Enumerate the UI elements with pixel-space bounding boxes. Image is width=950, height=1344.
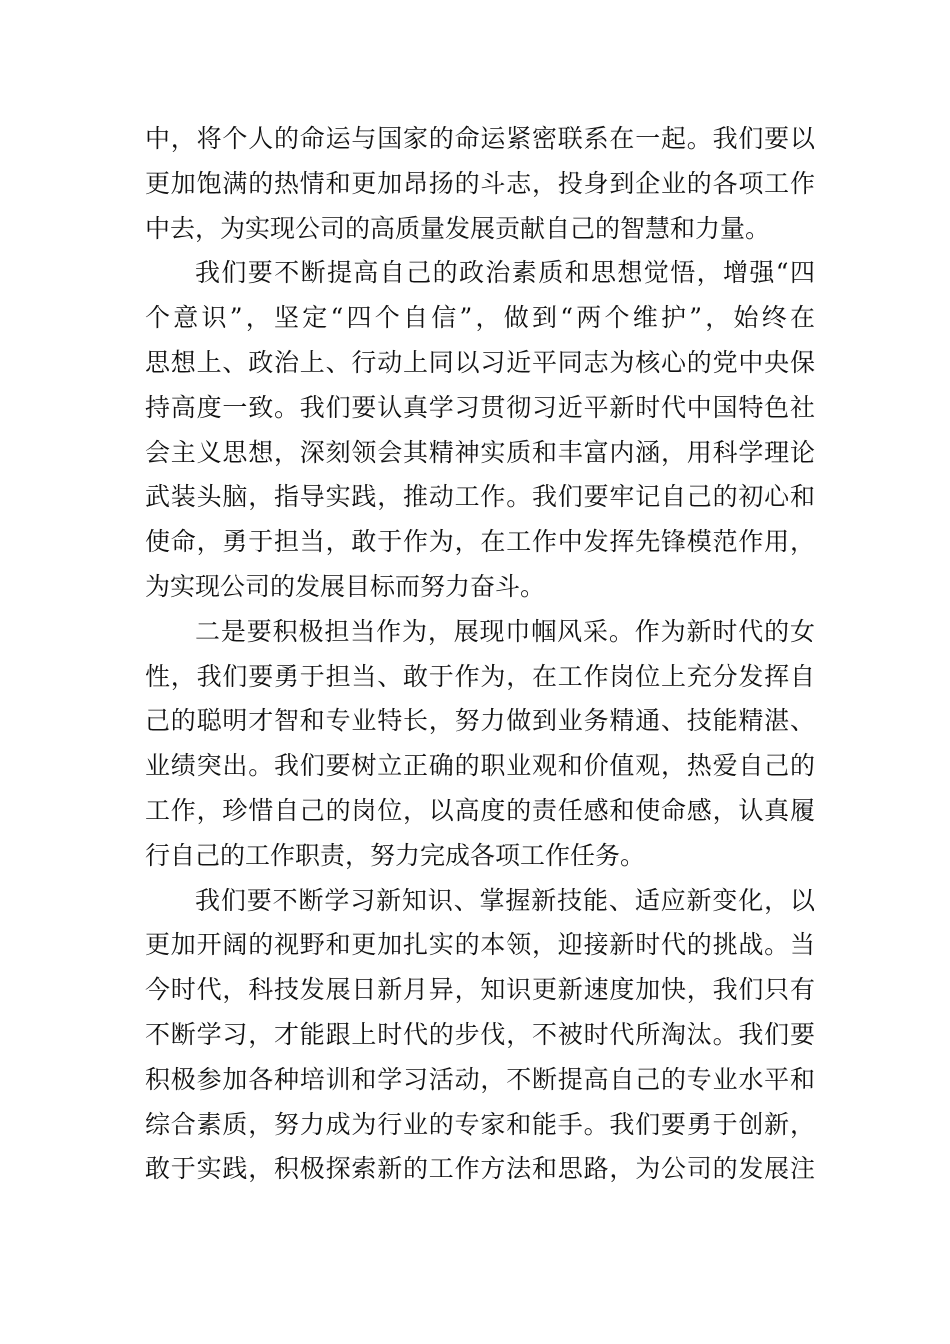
text-line: 业绩突出。我们要树立正确的职业观和价值观，热爱自己的: [145, 751, 815, 781]
paragraph-responsibility: [145, 610, 815, 879]
text-line: 行自己的工作职责，努力完成各项工作任务。: [145, 840, 646, 870]
text-line: 中，将个人的命运与国家的命运紧密联系在一起。我们要以: [145, 124, 815, 153]
text-line: 武装头脑，指导实践，推动工作。我们要牢记自己的初心和: [145, 482, 815, 512]
paragraph-continuation: [145, 117, 815, 251]
text-line: 使命，勇于担当，敢于作为，在工作中发挥先锋模范作用，: [145, 527, 815, 557]
text-line: 积极参加各种培训和学习活动，不断提高自己的专业水平和: [145, 1064, 815, 1094]
text-line: 敢于实践，积极探索新的工作方法和思路，为公司的发展注: [145, 1154, 815, 1184]
text-line: 不断学习，才能跟上时代的步伐，不被时代所淘汰。我们要: [145, 1019, 815, 1049]
text-line: 持高度一致。我们要认真学习贯彻习近平新时代中国特色社: [145, 392, 815, 422]
text-line: 更加开阔的视野和更加扎实的本领，迎接新时代的挑战。当: [145, 930, 815, 960]
text-line: 中去，为实现公司的高质量发展贡献自己的智慧和力量。: [145, 213, 771, 243]
text-line: 二是要积极担当作为，展现巾帼风采。作为新时代的女: [195, 616, 815, 646]
document-body: [145, 117, 815, 1192]
text-line: 工作，珍惜自己的岗位，以高度的责任感和使命感，认真履: [145, 795, 815, 825]
text-line: 思想上、政治上、行动上同以习近平同志为核心的党中央保: [145, 347, 815, 377]
text-line: 综合素质，努力成为行业的专家和能手。我们要勇于创新，: [145, 1109, 815, 1139]
text-line: 己的聪明才智和专业特长，努力做到业务精通、技能精湛、: [145, 706, 815, 736]
paragraph-political-quality: [145, 251, 815, 609]
text-line: 个意识”，坚定“四个自信”，做到“两个维护”，始终在: [145, 303, 815, 333]
text-line: 更加饱满的热情和更加昂扬的斗志，投身到企业的各项工作: [145, 168, 815, 198]
text-line: 今时代，科技发展日新月异，知识更新速度加快，我们只有: [145, 975, 815, 1005]
text-line: 会主义思想，深刻领会其精神实质和丰富内涵，用科学理论: [145, 437, 815, 467]
paragraph-learning: [145, 879, 815, 1193]
text-line: 我们要不断学习新知识、掌握新技能、适应新变化，以: [195, 885, 815, 915]
text-line: 我们要不断提高自己的政治素质和思想觉悟，增强“四: [195, 258, 815, 288]
text-line: 性，我们要勇于担当、敢于作为，在工作岗位上充分发挥自: [145, 661, 815, 691]
text-line: 为实现公司的发展目标而努力奋斗。: [145, 571, 546, 601]
